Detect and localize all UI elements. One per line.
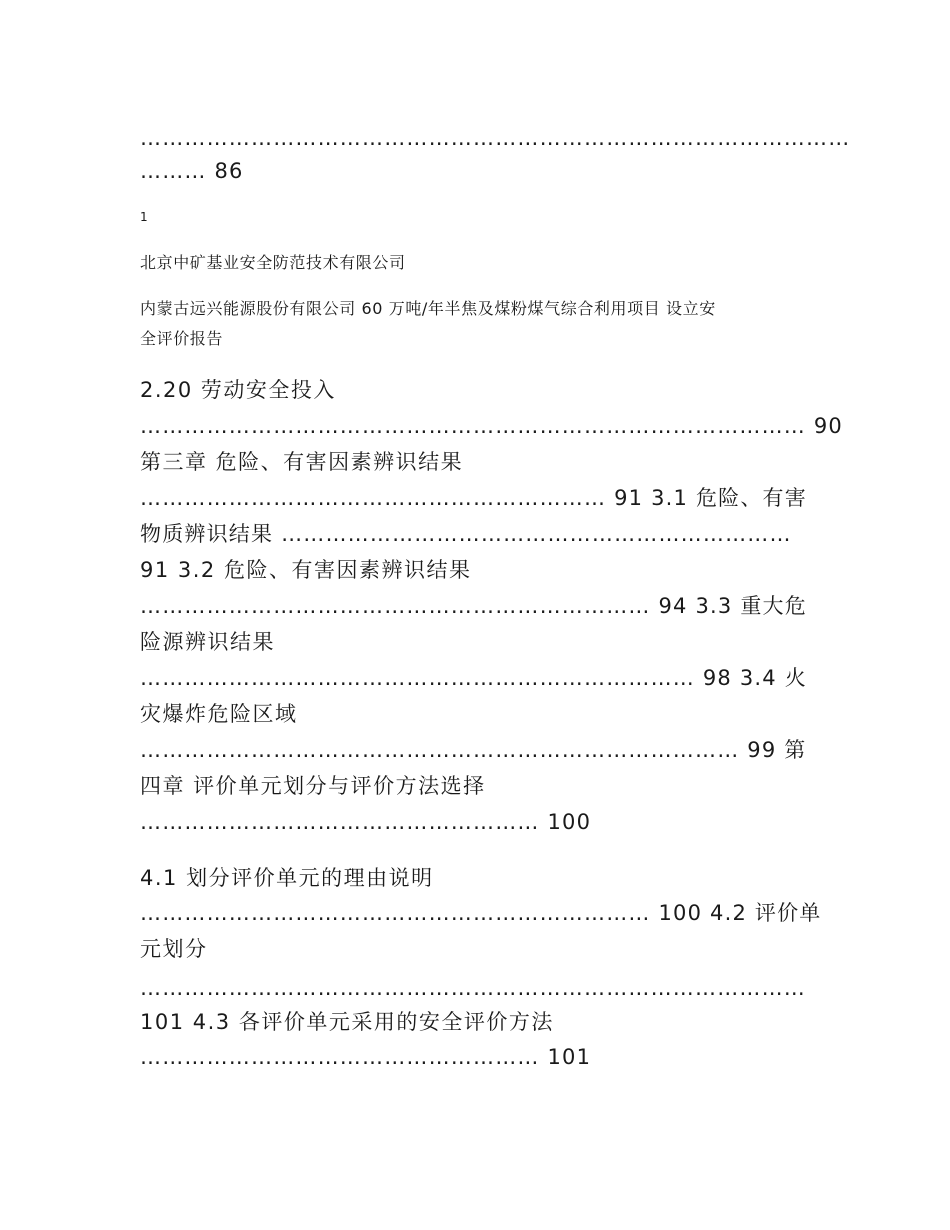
- toc-entry-3-3-cont: 险源辨识结果: [140, 630, 275, 654]
- toc-entry-4-2-cont: 元划分: [140, 937, 208, 961]
- toc-entry-chapter-4: ……………………………………………………………………… 99 第: [140, 738, 807, 762]
- report-title-line-2: 全评价报告: [140, 329, 224, 348]
- toc-entry-page-86: ……… 86: [140, 159, 244, 183]
- company-header: 北京中矿基业安全防范技术有限公司: [140, 253, 406, 272]
- toc-entry-2-20: 2.20 劳动安全投入: [140, 378, 336, 402]
- toc-entry-chapter-3: 第三章 危险、有害因素辨识结果: [140, 450, 464, 474]
- toc-leader-line: ……………………………………………………………………………………: [140, 126, 851, 150]
- page-number: 1: [140, 210, 148, 224]
- toc-leader-line: ……………………………………………………………………………… 90: [140, 414, 843, 438]
- toc-entry-4-1: 4.1 划分评价单元的理由说明: [140, 866, 434, 890]
- toc-entry-4-3: 101 4.3 各评价单元采用的安全评价方法: [140, 1010, 554, 1034]
- toc-entry-4-2: …………………………………………………………… 100 4.2 评价单: [140, 901, 822, 925]
- report-title-line-1: 内蒙古远兴能源股份有限公司 60 万吨/年半焦及煤粉煤气综合利用项目 设立安: [140, 299, 716, 318]
- toc-entry-chapter-4-cont: 四章 评价单元划分与评价方法选择: [140, 774, 486, 798]
- toc-leader-line: ……………………………………………… 101: [140, 1045, 592, 1069]
- toc-entry-3-1: ……………………………………………………… 91 3.1 危险、有害: [140, 486, 807, 510]
- toc-entry-3-1-cont: 物质辨识结果 ……………………………………………………………: [140, 522, 792, 546]
- toc-entry-3-2: 91 3.2 危险、有害因素辨识结果: [140, 558, 472, 582]
- toc-entry-3-4: ………………………………………………………………… 98 3.4 火: [140, 666, 807, 690]
- toc-leader-line: ……………………………………………… 100: [140, 810, 592, 834]
- toc-leader-line: ………………………………………………………………………………: [140, 976, 806, 1000]
- toc-entry-3-4-cont: 灾爆炸危险区域: [140, 702, 298, 726]
- toc-entry-3-3: …………………………………………………………… 94 3.3 重大危: [140, 594, 807, 618]
